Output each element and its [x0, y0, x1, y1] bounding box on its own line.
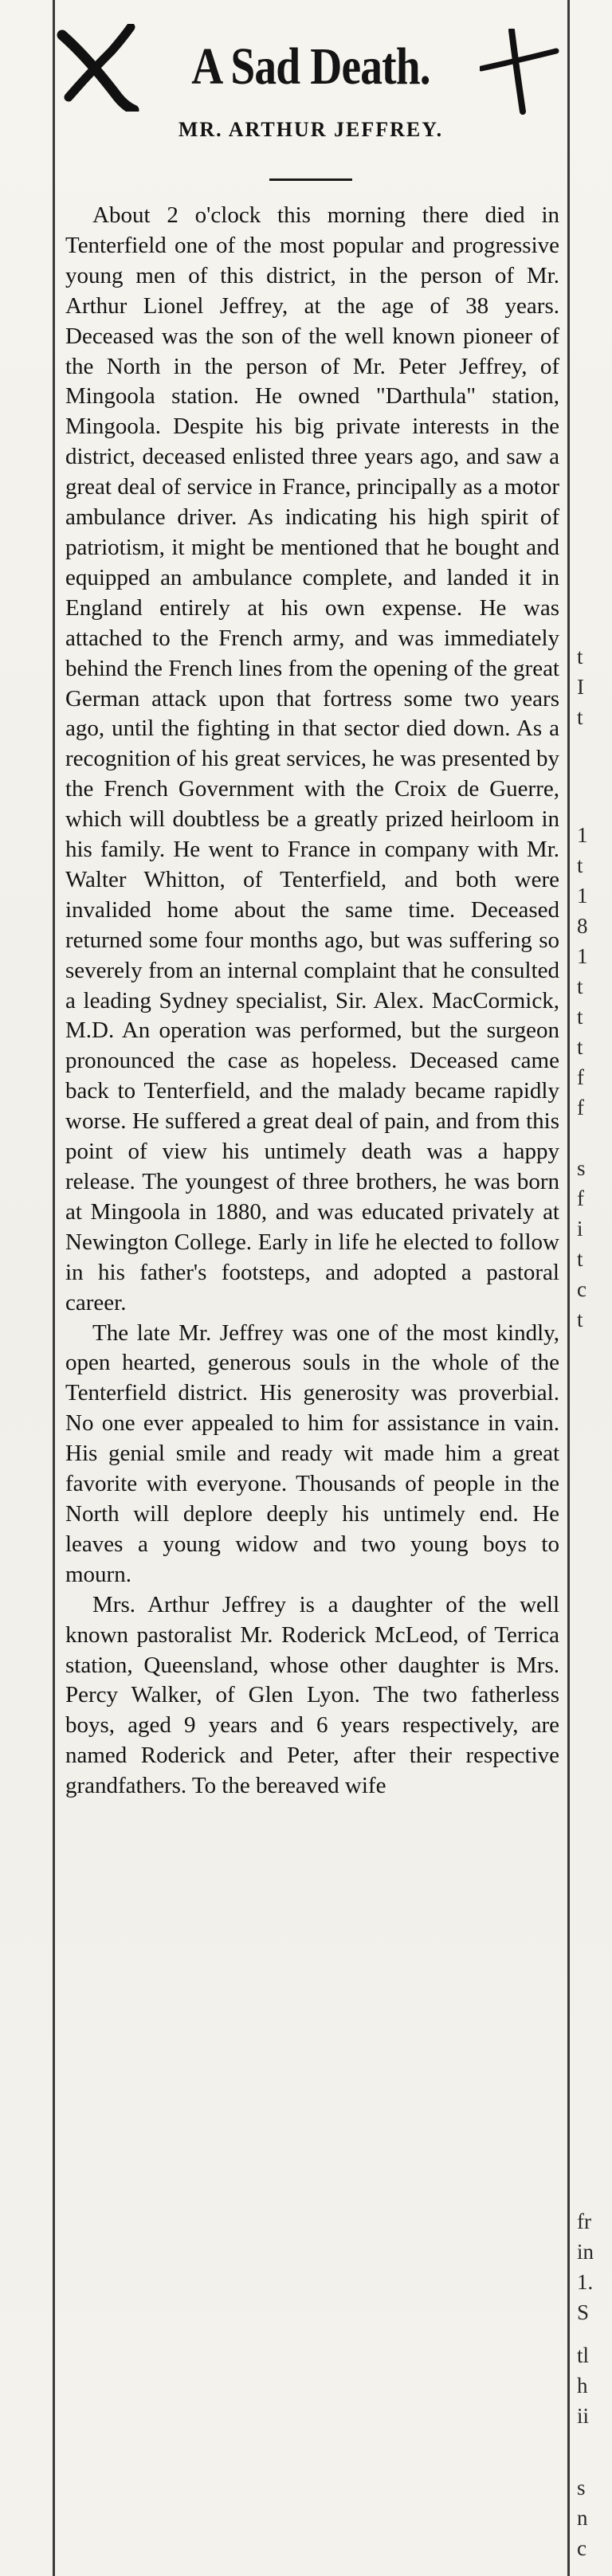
- adjacent-column-fragment: t: [577, 1247, 583, 1271]
- adjacent-column-fragment: t: [577, 1005, 583, 1029]
- adjacent-column-fragment: t: [577, 974, 583, 998]
- subheadline: MR. ARTHUR JEFFREY.: [178, 118, 444, 141]
- adjacent-column-fragment: c: [577, 1277, 586, 1301]
- adjacent-column-fragment: i: [577, 1217, 583, 1241]
- article-paragraph-2: The late Mr. Jeffrey was one of the most kindly, open hearted, generous souls in the whole of the Tenterfield district. His generosity was proverbial. No one ever appealed to him for assistance in vain. His genial smile and ready wit made him a great favorite with everyone. Thousands of people in the North will deplore deeply his untimely end. He leaves a young widow and two young boys to mourn.: [65, 1319, 559, 1587]
- headline: A Sad Death.: [191, 37, 430, 96]
- headline-divider: [269, 178, 352, 181]
- adjacent-column-fragment: c: [577, 2536, 586, 2560]
- adjacent-column-fragment: f: [577, 1186, 584, 1210]
- adjacent-column-fragment: n: [577, 2506, 588, 2530]
- adjacent-column-fragment: 1: [577, 884, 588, 908]
- adjacent-column-fragment: t: [577, 705, 583, 729]
- adjacent-column-fragment: 1: [577, 823, 588, 847]
- adjacent-column-fragment: t: [577, 1308, 583, 1331]
- adjacent-column-fragment: 8: [577, 914, 588, 938]
- adjacent-column-fragment: fr: [577, 2209, 591, 2233]
- adjacent-column-fragment: h: [577, 2374, 588, 2398]
- article-paragraph-3: Mrs. Arthur Jeffrey is a daughter of the well known pastoralist Mr. Roderick McLeod, of Terrica station, Queensland, whose other daughter is Mrs. Percy Walker, of Glen Lyon. The two fatherless boys, aged 9 years and 6 years respectively, are named Roderick and Peter, after their respective grandfathers. To the bereaved wife: [65, 1591, 559, 1799]
- adjacent-column-fragment: f: [577, 1096, 584, 1119]
- adjacent-column-fragment: f: [577, 1065, 584, 1089]
- adjacent-column-fragment: s: [577, 2476, 586, 2500]
- article-body: [65, 201, 559, 1802]
- adjacent-column-fragment: 1.: [577, 2270, 594, 2294]
- article-paragraph-1: About 2 o'clock this morning there died in Tenterfield one of the most popular and progressive young men of this district, in the person of Mr. Arthur Lionel Jeffrey, at the age of 38 years. Deceased was the son of the well known pioneer of the North in the person of Mr. Peter Jeffrey, of Mingoola station. He owned "Darthula" station, Mingoola. Despite his big private interests in the district, deceased enlisted three years ago, and saw a great deal of service in France, principally as a motor ambulance driver. As indicating his high spirit of patriotism, it might be mentioned that he bought and equipped an ambulance complete, and landed it in England entirely at his own expense. He was attached to the French army, and was immediately behind the French lines from the opening of the great German attack upon that fortress some two years ago, until the fighting in that sector died down. As a recognition of his great services, he was presented by the French Government with the Croix de Guerre, which will doubtless be a greatly prized heirloom in his family. He went to France in company with Mr. Walter Whitton, of Tenterfield, and both were invalided home about the same time. Deceased returned some four months ago, but was suffering so severely from an internal complaint that he consulted a leading Sydney specialist, Sir. Alex. MacCormick, M.D. An operation was performed, but the surgeon pronounced the case as hopeless. Deceased came back to Tenterfield, and the malady became rapidly worse. He suffered a great deal of pain, and from this point of view his untimely death was a happy release. The youngest of three brothers, he was born at Mingoola in 1880, and was educated privately at Newington College. Early in life he elected to follow in his father's footsteps, and adopted a pastoral career.: [65, 202, 559, 1315]
- adjacent-column-fragment: t: [577, 645, 583, 669]
- adjacent-column-fragment: t: [577, 853, 583, 877]
- adjacent-column-fragment: in: [577, 2240, 594, 2264]
- adjacent-column-fragment: s: [577, 1156, 586, 1180]
- adjacent-column-fragment: ii: [577, 2404, 590, 2428]
- column-rule-left: [53, 0, 55, 2576]
- adjacent-column-fragment: I: [577, 675, 584, 699]
- adjacent-column-fragment: S: [577, 2300, 590, 2324]
- adjacent-column-fragment: 1: [577, 944, 588, 968]
- column-rule-right: [567, 0, 570, 2576]
- adjacent-column-fragment: tl: [577, 2343, 590, 2367]
- adjacent-column-fragment: t: [577, 1035, 583, 1059]
